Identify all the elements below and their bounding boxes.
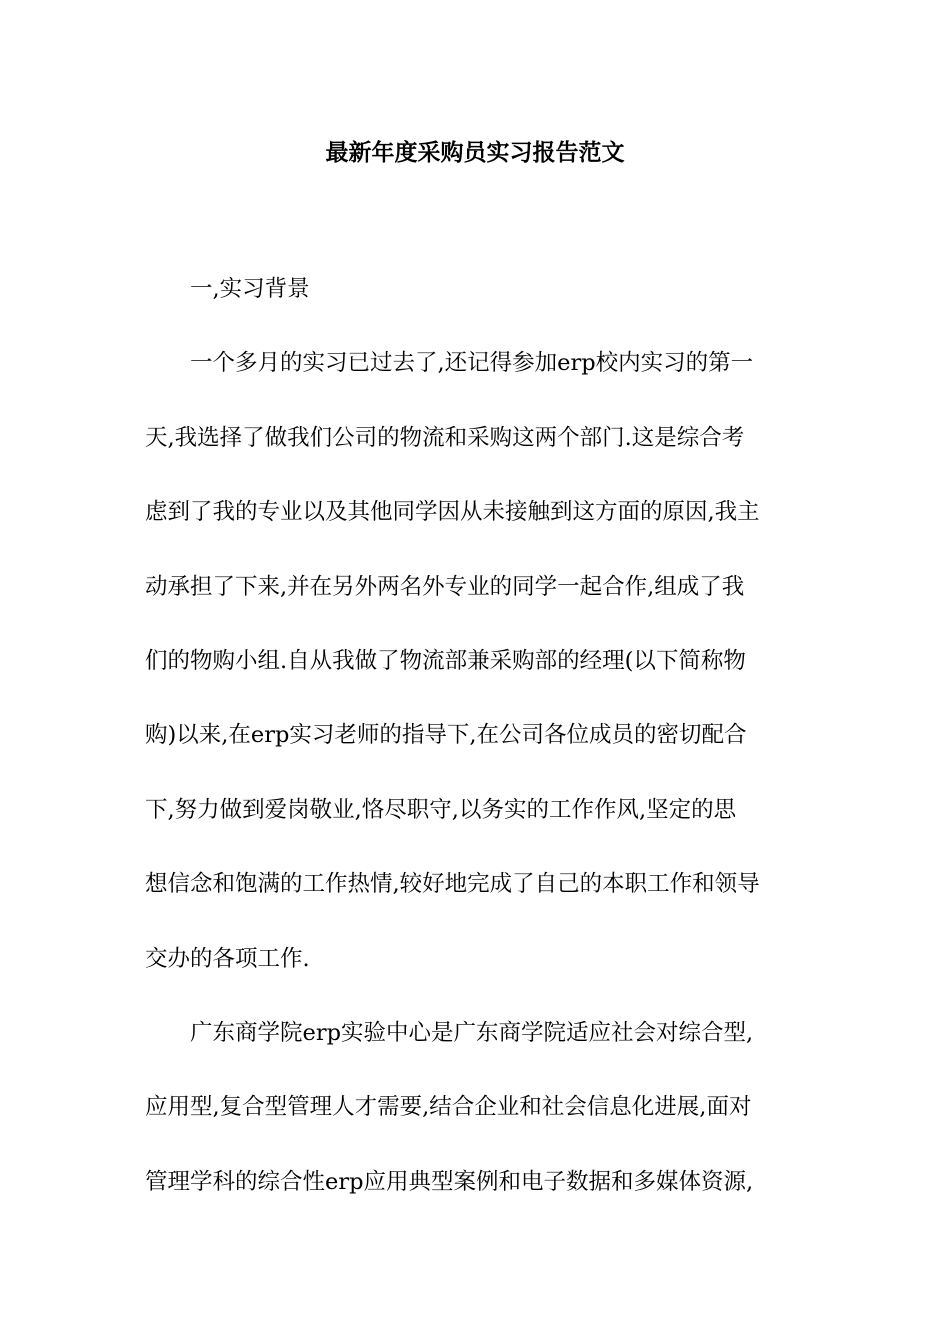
- paragraph-1: [145, 326, 807, 996]
- paragraph-line: 动承担了下来,并在另外两名外专业的同学一起合作,组成了我: [145, 573, 745, 600]
- paragraph-line: 交办的各项工作.: [145, 945, 310, 972]
- document-title: 最新年度采购员实习报告范文: [325, 140, 625, 166]
- paragraph-line: 管理学科的综合性erp应用典型案例和电子数据和多媒体资源,: [145, 1168, 754, 1195]
- section-heading-text: 一,实习背景: [190, 276, 310, 302]
- paragraph-line: 广东商学院erp实验中心是广东商学院适应社会对综合型,: [190, 1020, 754, 1047]
- paragraph-line: 一个多月的实习已过去了,还记得参加erp校内实习的第一: [190, 350, 754, 377]
- paragraph-line: 购)以来,在erp实习老师的指导下,在公司各位成员的密切配合: [145, 722, 747, 749]
- paragraph-line: 下,努力做到爱岗敬业,恪尽职守,以务实的工作作风,坚定的思: [145, 796, 737, 823]
- paragraph-line: 想信念和饱满的工作热情,较好地完成了自己的本职工作和领导: [145, 871, 760, 898]
- paragraph-line: 天,我选择了做我们公司的物流和采购这两个部门.这是综合考: [145, 424, 745, 451]
- paragraph-2: [145, 996, 807, 1219]
- paragraph-line: 虑到了我的专业以及其他同学因从未接触到这方面的原因,我主: [145, 499, 760, 526]
- paragraph-line: 们的物购小组.自从我做了物流部兼采购部的经理(以下简称物: [145, 648, 746, 675]
- paragraph-line: 应用型,复合型管理人才需要,结合企业和社会信息化进展,面对: [145, 1094, 752, 1121]
- section-heading: [145, 252, 807, 326]
- document-body: [145, 252, 807, 1219]
